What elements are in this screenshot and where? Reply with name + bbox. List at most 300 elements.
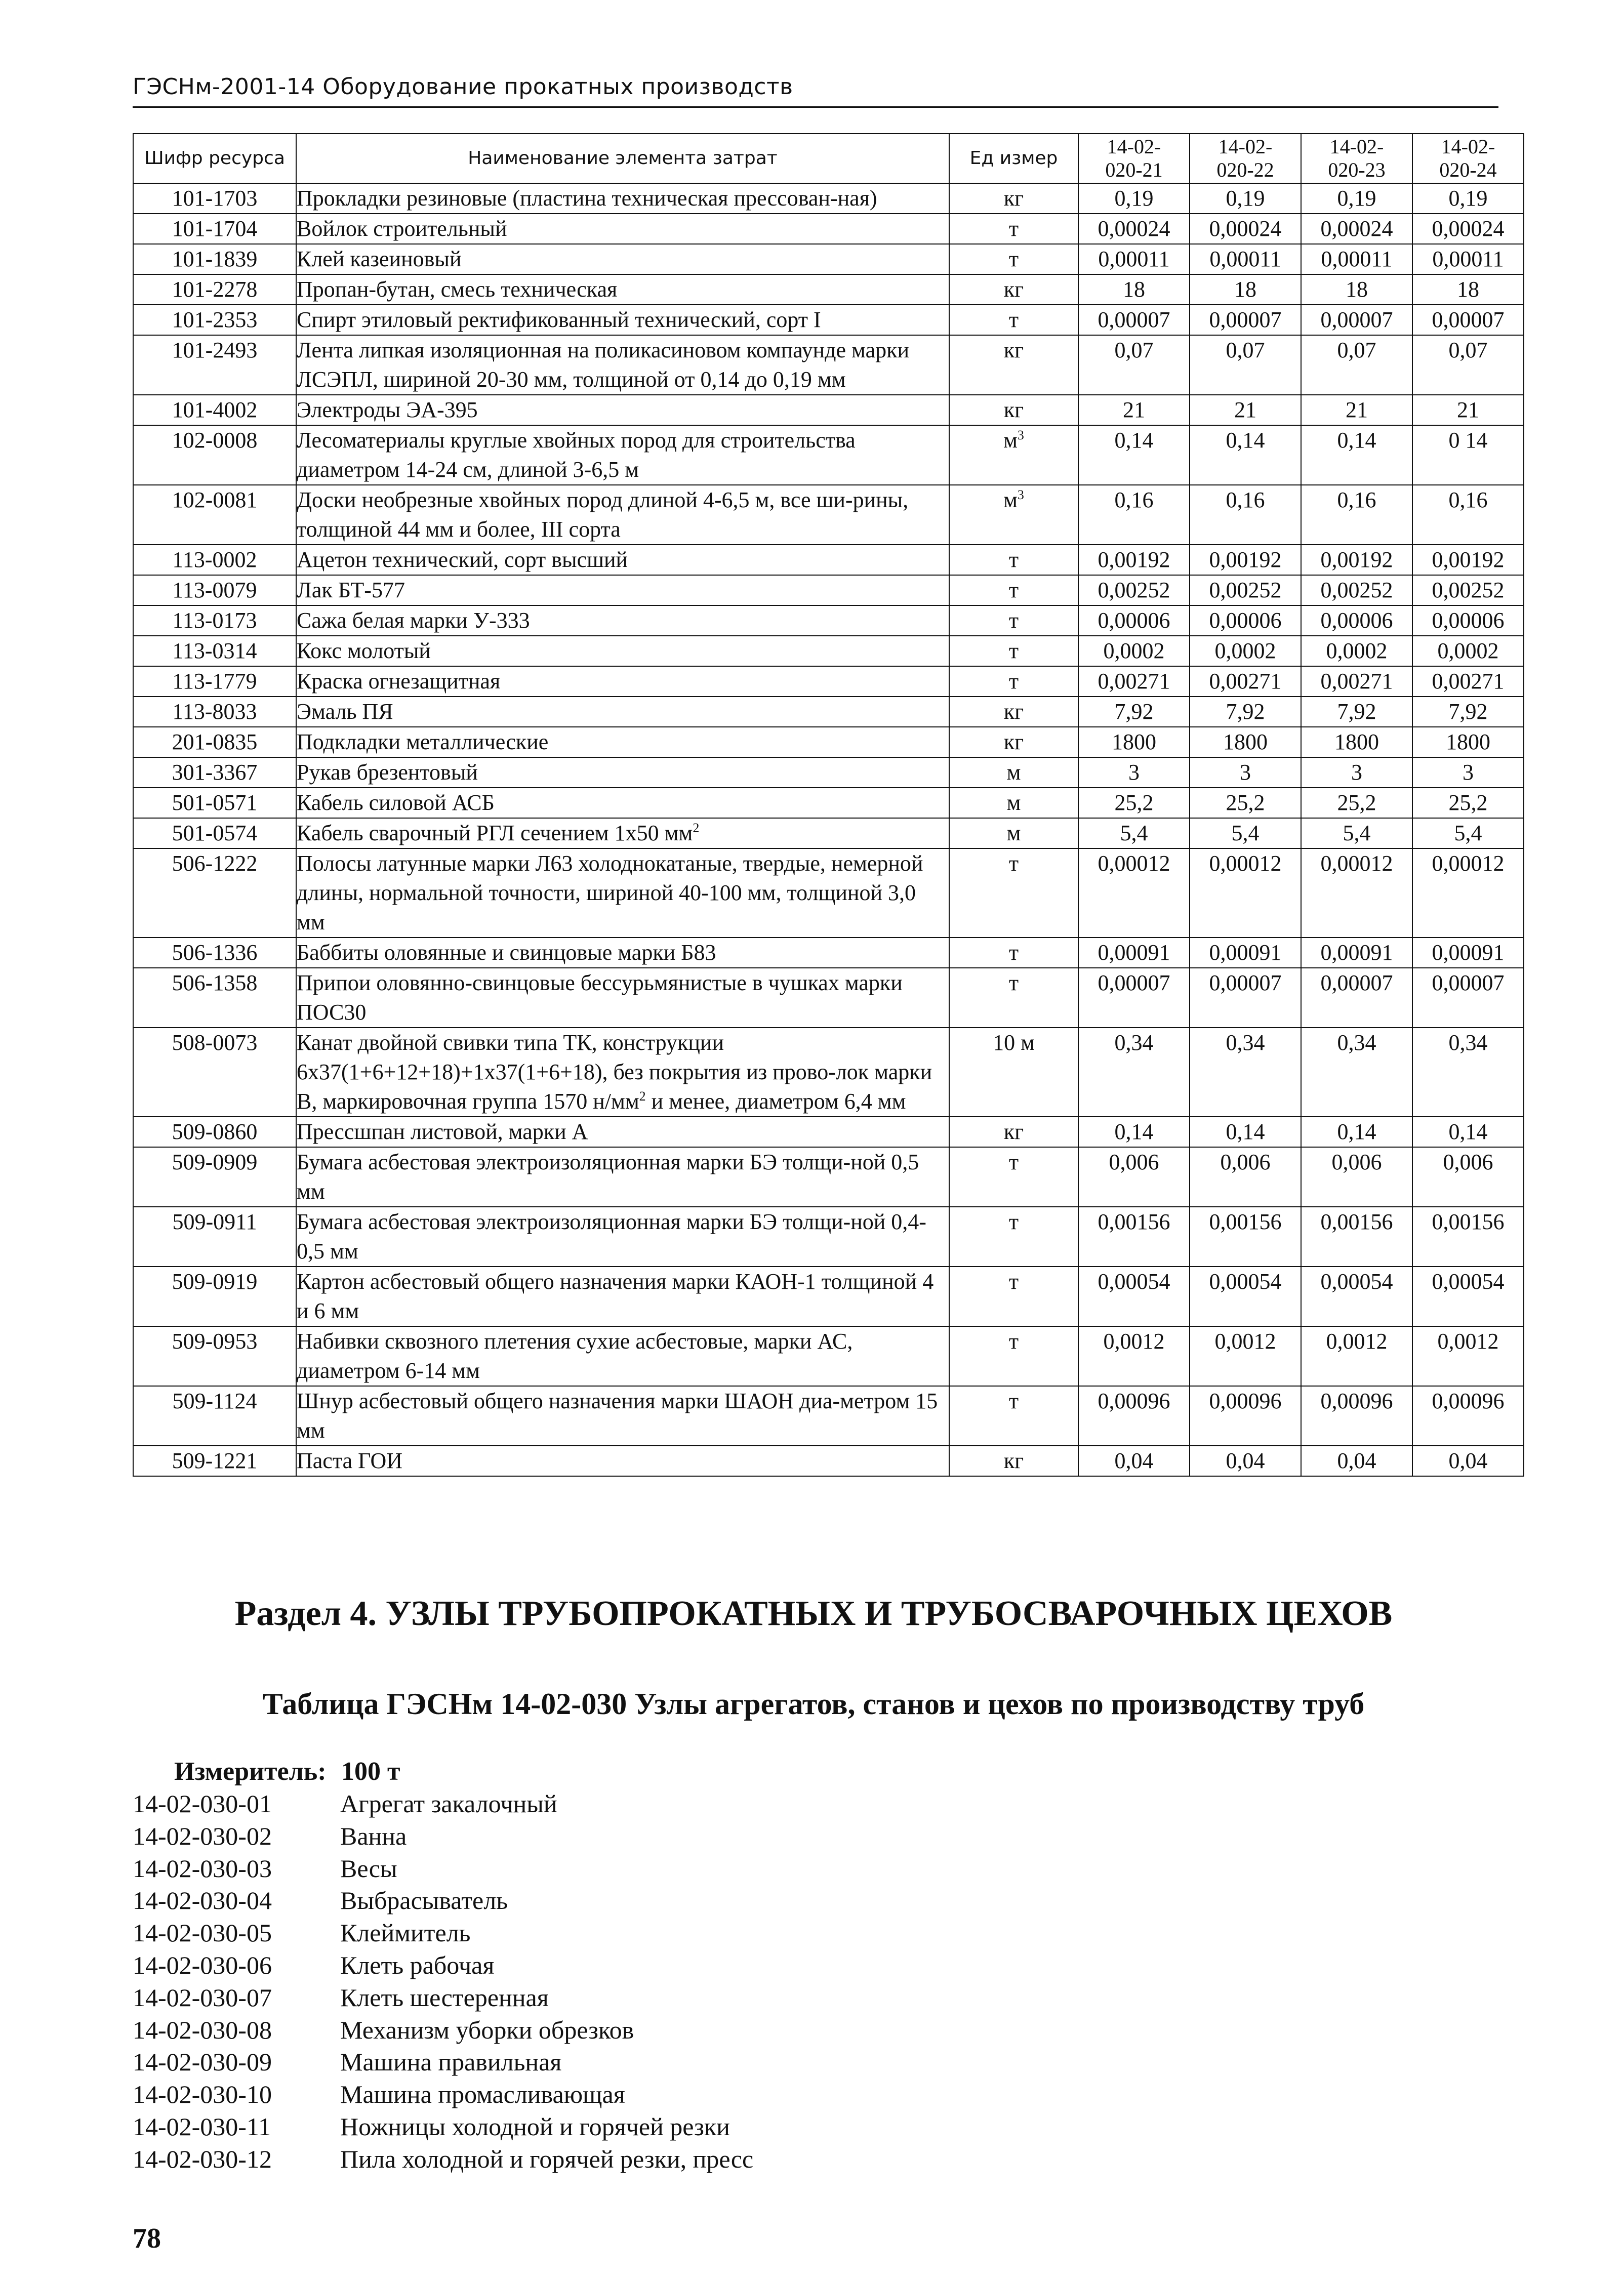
table-row	[133, 545, 1524, 575]
norm-value: 0,04	[1412, 1446, 1524, 1476]
norm-value: 0,16	[1190, 485, 1301, 545]
norm-value: 0,00271	[1412, 666, 1524, 697]
norm-value: 0,04	[1190, 1446, 1301, 1476]
norm-value: 0,00156	[1412, 1207, 1524, 1267]
norm-value: 0,00011	[1078, 244, 1190, 274]
cost-element-name	[296, 545, 949, 575]
unit	[949, 697, 1078, 727]
norm-value: 0,04	[1078, 1446, 1190, 1476]
cost-element-name	[296, 666, 949, 697]
table-title: Таблица ГЭСНм 14-02-030 Узлы агрегатов, станов и цехов по производству труб	[262, 1687, 1365, 1721]
name-text: Доски необрезные хвойных пород длиной 4-6,5 м, все ши-рины, толщиной 44 мм и более, III сорта	[297, 487, 909, 542]
norm-value: 0,07	[1301, 335, 1412, 395]
resource-code: 113-8033	[133, 697, 296, 727]
unit	[949, 666, 1078, 697]
table-row	[133, 848, 1524, 938]
name-superscript: 2	[693, 821, 700, 835]
cost-element-name	[296, 183, 949, 214]
resource-code: 301-3367	[133, 757, 296, 788]
resource-code: 506-1358	[133, 968, 296, 1028]
norm-value: 0,0012	[1190, 1326, 1301, 1386]
norm-value: 1800	[1412, 727, 1524, 757]
name-text: Полосы латунные марки Л63 холоднокатаные, твердые, немерной длины, нормальной точности, шириной 40-100 мм, толщиной 3,0 мм	[297, 851, 923, 934]
name-text: Бумага асбестовая электроизоляционная марки БЭ толщи-ной 0,5 мм	[297, 1150, 919, 1204]
measure-label: Измеритель:	[174, 1757, 327, 1786]
cost-element-name	[296, 848, 949, 938]
norm-value: 0,00091	[1078, 938, 1190, 968]
norm-value: 3	[1190, 757, 1301, 788]
norm-value: 0,00096	[1190, 1386, 1301, 1446]
name-text: Шнур асбестовый общего назначения марки ШАОН диа-метром 15 мм	[297, 1389, 938, 1443]
norm-value: 0,0002	[1190, 636, 1301, 666]
item-name: Ванна	[340, 1821, 407, 1850]
unit	[949, 1028, 1078, 1117]
table-row	[133, 183, 1524, 214]
norm-value: 0,0002	[1301, 636, 1412, 666]
header-norm-020-21: 14-02- 020-21	[1078, 134, 1190, 183]
resource-code: 501-0571	[133, 788, 296, 818]
unit-text: т	[1008, 669, 1019, 694]
norm-value: 0,16	[1078, 485, 1190, 545]
unit-text: м	[1003, 428, 1018, 453]
norm-value: 0,0012	[1078, 1326, 1190, 1386]
item-name: Механизм уборки обрезков	[340, 2015, 634, 2044]
resource-code: 101-2353	[133, 305, 296, 335]
norm-value: 0,0012	[1301, 1326, 1412, 1386]
measure-row	[174, 1757, 400, 1786]
item-name: Ножницы холодной и горячей резки	[340, 2112, 730, 2141]
norm-value: 3	[1412, 757, 1524, 788]
table-row	[133, 757, 1524, 788]
item-code: 14-02-030-08	[133, 2015, 272, 2044]
item-name: Клеть рабочая	[340, 1950, 495, 1979]
norm-value: 0,34	[1301, 1028, 1412, 1117]
list-item	[133, 2111, 753, 2143]
materials-table	[133, 133, 1524, 1477]
norm-value: 0,00011	[1190, 244, 1301, 274]
name-text-tail: и менее, диаметром 6,4 мм	[645, 1089, 906, 1114]
cost-element-name	[296, 1267, 949, 1326]
item-code: 14-02-030-07	[133, 1983, 272, 2012]
cost-element-name	[296, 605, 949, 636]
unit	[949, 244, 1078, 274]
unit	[949, 1207, 1078, 1267]
table-header-row	[133, 134, 1524, 183]
item-code: 14-02-030-05	[133, 1919, 272, 1947]
header-resource-code: Шифр ресурса	[133, 134, 296, 183]
unit-text: м	[1006, 760, 1021, 785]
norm-value: 0,00011	[1301, 244, 1412, 274]
table-row	[133, 485, 1524, 545]
cost-element-name	[296, 575, 949, 605]
norm-value: 0,00007	[1301, 968, 1412, 1028]
unit-text: т	[1008, 1209, 1019, 1234]
resource-code: 509-0919	[133, 1267, 296, 1326]
resource-code: 509-1124	[133, 1386, 296, 1446]
norm-value: 0,00007	[1412, 968, 1524, 1028]
resource-code: 113-0314	[133, 636, 296, 666]
name-text: Рукав брезентовый	[297, 760, 478, 785]
norm-value: 21	[1190, 395, 1301, 425]
norm-value: 0,006	[1078, 1147, 1190, 1207]
unit	[949, 1117, 1078, 1147]
norm-value: 0,14	[1190, 1117, 1301, 1147]
norm-value: 0,00096	[1412, 1386, 1524, 1446]
norm-value: 5,4	[1078, 818, 1190, 848]
item-code: 14-02-030-12	[133, 2144, 272, 2173]
norm-value: 18	[1190, 274, 1301, 305]
name-text: Лесоматериалы круглые хвойных пород для строительства диаметром 14-24 см, длиной 3-6,5 м	[297, 428, 856, 482]
table-row	[133, 214, 1524, 244]
norm-value: 0,00252	[1301, 575, 1412, 605]
table-row	[133, 1117, 1524, 1147]
cost-element-name	[296, 1028, 949, 1117]
norm-value: 0,00024	[1190, 214, 1301, 244]
header-unit: Ед измер	[949, 134, 1078, 183]
table-row	[133, 636, 1524, 666]
norm-value: 0,00156	[1301, 1207, 1412, 1267]
norm-value: 0,19	[1190, 183, 1301, 214]
norm-value: 0,00007	[1412, 305, 1524, 335]
unit	[949, 636, 1078, 666]
table-row	[133, 1028, 1524, 1117]
norm-value: 0,16	[1412, 485, 1524, 545]
name-text: Прокладки резиновые (пластина техническая прессован-ная)	[297, 186, 877, 211]
item-name: Машина правильная	[340, 2048, 562, 2077]
materials-table-body	[133, 183, 1524, 1476]
item-name: Клеймитель	[340, 1919, 471, 1947]
resource-code: 101-2278	[133, 274, 296, 305]
name-text: Подкладки металлические	[297, 729, 549, 754]
unit	[949, 335, 1078, 395]
list-item	[133, 1853, 753, 1885]
norm-value: 5,4	[1301, 818, 1412, 848]
norm-value: 0,00271	[1301, 666, 1412, 697]
cost-element-name	[296, 818, 949, 848]
unit	[949, 968, 1078, 1028]
norm-value: 0,14	[1078, 425, 1190, 485]
unit-superscript: 3	[1017, 428, 1024, 442]
unit	[949, 545, 1078, 575]
name-text: Кокс молотый	[297, 638, 431, 663]
header-norm-020-23: 14-02- 020-23	[1301, 134, 1412, 183]
unit	[949, 575, 1078, 605]
unit	[949, 425, 1078, 485]
unit	[949, 605, 1078, 636]
name-text: Прессшпан листовой, марки А	[297, 1119, 588, 1144]
norm-value: 0,14	[1412, 1117, 1524, 1147]
list-item	[133, 1949, 753, 1982]
unit	[949, 757, 1078, 788]
table-row	[133, 1386, 1524, 1446]
list-item	[133, 2079, 753, 2111]
resource-code: 508-0073	[133, 1028, 296, 1117]
item-name: Выбрасыватель	[340, 1886, 508, 1915]
item-code: 14-02-030-03	[133, 1854, 272, 1883]
norm-value: 18	[1412, 274, 1524, 305]
resource-code: 506-1336	[133, 938, 296, 968]
cost-element-name	[296, 425, 949, 485]
norm-value: 0,00012	[1078, 848, 1190, 938]
norm-value: 0,04	[1301, 1446, 1412, 1476]
norm-value: 0,00007	[1190, 305, 1301, 335]
norm-value: 0,00192	[1412, 545, 1524, 575]
resource-code: 509-1221	[133, 1446, 296, 1476]
cost-element-name	[296, 274, 949, 305]
table-row	[133, 1147, 1524, 1207]
norm-value: 0,00007	[1078, 305, 1190, 335]
norm-value: 7,92	[1078, 697, 1190, 727]
cost-element-name	[296, 1207, 949, 1267]
norm-value: 0,00054	[1078, 1267, 1190, 1326]
resource-code: 101-1704	[133, 214, 296, 244]
cost-element-name	[296, 1326, 949, 1386]
resource-code: 113-0079	[133, 575, 296, 605]
name-text: Клей казеиновый	[297, 247, 462, 271]
norm-items-list	[133, 1788, 753, 2176]
norm-value: 21	[1301, 395, 1412, 425]
norm-value: 0,34	[1190, 1028, 1301, 1117]
list-item	[133, 1917, 753, 1949]
item-name: Клеть шестеренная	[340, 1983, 549, 2012]
list-item	[133, 2046, 753, 2079]
unit-text: кг	[1003, 277, 1024, 302]
header-cost-element-name: Наименование элемента затрат	[296, 134, 949, 183]
unit-text: т	[1008, 851, 1019, 876]
item-name: Весы	[340, 1854, 397, 1883]
norm-value: 0,00006	[1412, 605, 1524, 636]
unit	[949, 938, 1078, 968]
unit-text: т	[1008, 547, 1019, 572]
name-text: Ацетон технический, сорт высший	[297, 547, 628, 572]
unit-text: т	[1008, 578, 1019, 602]
norm-value: 0,14	[1301, 425, 1412, 485]
item-name: Машина промасливающая	[340, 2080, 625, 2109]
cost-element-name	[296, 485, 949, 545]
norm-value: 0,00252	[1412, 575, 1524, 605]
name-text: Спирт этиловый ректификованный технический, сорт I	[297, 307, 821, 332]
norm-value: 0,00091	[1301, 938, 1412, 968]
unit-text: т	[1008, 1269, 1019, 1294]
norm-value: 5,4	[1412, 818, 1524, 848]
norm-value: 0,00096	[1301, 1386, 1412, 1446]
norm-value: 0,07	[1190, 335, 1301, 395]
unit-text: кг	[1003, 729, 1024, 754]
table-row	[133, 666, 1524, 697]
resource-code: 201-0835	[133, 727, 296, 757]
norm-value: 5,4	[1190, 818, 1301, 848]
norm-value: 25,2	[1190, 788, 1301, 818]
header-norm-020-22: 14-02- 020-22	[1190, 134, 1301, 183]
norm-value: 18	[1301, 274, 1412, 305]
unit	[949, 818, 1078, 848]
running-header: ГЭСНм-2001-14 Оборудование прокатных производств	[133, 74, 793, 100]
cost-element-name	[296, 968, 949, 1028]
table-row	[133, 1267, 1524, 1326]
resource-code: 113-0002	[133, 545, 296, 575]
item-code: 14-02-030-01	[133, 1789, 272, 1818]
name-text: Канат двойной свивки типа ТК, конструкции 6х37(1+6+12+18)+1х37(1+6+18), без покрытия из прово-лок марки В, маркировочная группа 1570 н/мм	[297, 1030, 932, 1114]
norm-value: 0,0012	[1412, 1326, 1524, 1386]
table-row	[133, 1446, 1524, 1476]
unit-text: т	[1008, 940, 1019, 965]
cost-element-name	[296, 1117, 949, 1147]
name-text: Войлок строительный	[297, 216, 507, 241]
item-code: 14-02-030-10	[133, 2080, 272, 2109]
norm-value: 21	[1412, 395, 1524, 425]
resource-code: 509-0860	[133, 1117, 296, 1147]
name-text: Пропан-бутан, смесь техническая	[297, 277, 618, 302]
unit	[949, 848, 1078, 938]
unit-text: кг	[1003, 699, 1024, 724]
name-text: Электроды ЭА-395	[297, 397, 478, 422]
norm-value: 0,19	[1301, 183, 1412, 214]
norm-value: 0,00156	[1078, 1207, 1190, 1267]
name-text: Картон асбестовый общего назначения марки КАОН-1 толщиной 4 и 6 мм	[297, 1269, 934, 1323]
norm-value: 0,00007	[1190, 968, 1301, 1028]
unit	[949, 395, 1078, 425]
resource-code: 101-2493	[133, 335, 296, 395]
norm-value: 0,00012	[1301, 848, 1412, 938]
table-row	[133, 274, 1524, 305]
unit-text: кг	[1003, 186, 1024, 211]
table-row	[133, 305, 1524, 335]
norm-value: 0,0002	[1078, 636, 1190, 666]
norm-value: 0,16	[1301, 485, 1412, 545]
unit-text: т	[1008, 638, 1019, 663]
norm-value: 7,92	[1412, 697, 1524, 727]
norm-value: 0,00156	[1190, 1207, 1301, 1267]
norm-value: 0,006	[1301, 1147, 1412, 1207]
unit	[949, 788, 1078, 818]
norm-value: 0,006	[1412, 1147, 1524, 1207]
unit-text: кг	[1003, 1119, 1024, 1144]
name-text: Краска огнезащитная	[297, 669, 501, 694]
unit-text: т	[1008, 970, 1019, 995]
norm-value: 0,34	[1078, 1028, 1190, 1117]
unit-text: т	[1008, 247, 1019, 271]
norm-value: 3	[1078, 757, 1190, 788]
norm-value: 0,00024	[1412, 214, 1524, 244]
norm-value: 25,2	[1078, 788, 1190, 818]
norm-value: 0,00271	[1078, 666, 1190, 697]
unit-text: т	[1008, 1329, 1019, 1354]
norm-value: 0,00252	[1078, 575, 1190, 605]
norm-value: 0,19	[1078, 183, 1190, 214]
cost-element-name	[296, 305, 949, 335]
resource-code: 113-1779	[133, 666, 296, 697]
unit-text: м	[1006, 790, 1021, 815]
cost-element-name	[296, 1446, 949, 1476]
list-item	[133, 1788, 753, 1820]
table-row	[133, 818, 1524, 848]
table-row	[133, 335, 1524, 395]
table-row	[133, 968, 1524, 1028]
norm-value: 0,00007	[1301, 305, 1412, 335]
norm-value: 0,00091	[1190, 938, 1301, 968]
unit-text: т	[1008, 1389, 1019, 1413]
table-row	[133, 727, 1524, 757]
norm-value: 7,92	[1301, 697, 1412, 727]
unit-text: т	[1008, 216, 1019, 241]
norm-value: 0,07	[1412, 335, 1524, 395]
norm-value: 0,00252	[1190, 575, 1301, 605]
norm-value: 1800	[1190, 727, 1301, 757]
name-text: Припои оловянно-свинцовые бессурьмянистые в чушках марки ПОС30	[297, 970, 903, 1025]
resource-code: 506-1222	[133, 848, 296, 938]
resource-code: 101-4002	[133, 395, 296, 425]
name-text: Паста ГОИ	[297, 1448, 403, 1473]
unit-text: 10 м	[993, 1030, 1035, 1055]
cost-element-name	[296, 1386, 949, 1446]
header-rule	[133, 106, 1498, 108]
unit-text: т	[1008, 1150, 1019, 1174]
unit	[949, 1147, 1078, 1207]
norm-value: 0,006	[1190, 1147, 1301, 1207]
cost-element-name	[296, 1147, 949, 1207]
cost-element-name	[296, 335, 949, 395]
cost-element-name	[296, 636, 949, 666]
name-text: Баббиты оловянные и свинцовые марки Б83	[297, 940, 716, 965]
unit	[949, 214, 1078, 244]
norm-value: 0,00007	[1078, 968, 1190, 1028]
norm-value: 21	[1078, 395, 1190, 425]
unit-text: т	[1008, 307, 1019, 332]
cost-element-name	[296, 938, 949, 968]
resource-code: 102-0008	[133, 425, 296, 485]
unit	[949, 305, 1078, 335]
unit-text: кг	[1003, 338, 1024, 362]
resource-code: 101-1703	[133, 183, 296, 214]
table-row	[133, 395, 1524, 425]
list-item	[133, 2143, 753, 2176]
norm-value: 25,2	[1301, 788, 1412, 818]
norm-value: 0,00271	[1190, 666, 1301, 697]
unit	[949, 183, 1078, 214]
item-code: 14-02-030-11	[133, 2112, 271, 2141]
norm-value: 0,00192	[1078, 545, 1190, 575]
norm-value: 0,00054	[1301, 1267, 1412, 1326]
unit-text: м	[1006, 821, 1021, 845]
table-row	[133, 575, 1524, 605]
cost-element-name	[296, 757, 949, 788]
name-text: Кабель силовой АСБ	[297, 790, 495, 815]
list-item	[133, 2014, 753, 2047]
cost-element-name	[296, 697, 949, 727]
unit-superscript: 3	[1017, 487, 1024, 502]
norm-value: 0,00091	[1412, 938, 1524, 968]
norm-value: 0,0002	[1412, 636, 1524, 666]
table-row	[133, 1326, 1524, 1386]
table-row	[133, 605, 1524, 636]
name-text: Лак БТ-577	[297, 578, 405, 602]
cost-element-name	[296, 788, 949, 818]
item-name: Агрегат закалочный	[340, 1789, 557, 1818]
cost-element-name	[296, 395, 949, 425]
resource-code: 501-0574	[133, 818, 296, 848]
unit	[949, 274, 1078, 305]
norm-value: 0,00192	[1190, 545, 1301, 575]
resource-code: 509-0909	[133, 1147, 296, 1207]
measure-value: 100 т	[341, 1757, 400, 1786]
unit	[949, 1326, 1078, 1386]
unit	[949, 1267, 1078, 1326]
norm-value: 0,19	[1412, 183, 1524, 214]
norm-value: 0,00054	[1190, 1267, 1301, 1326]
norm-value: 0,00024	[1301, 214, 1412, 244]
norm-value: 0,00096	[1078, 1386, 1190, 1446]
norm-value: 1800	[1301, 727, 1412, 757]
